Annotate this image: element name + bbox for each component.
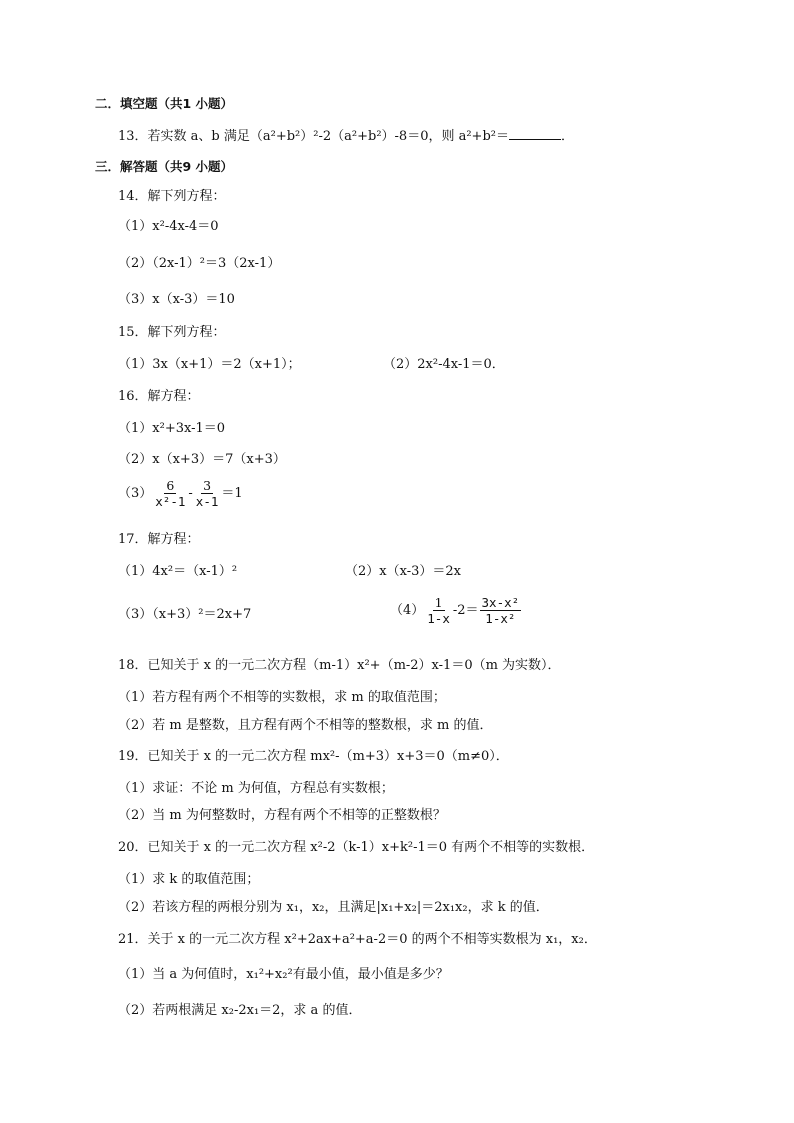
- question-14-stem: 14．解下列方程：: [118, 189, 226, 204]
- fraction-denominator: 1-x: [427, 611, 450, 626]
- question-15-stem: 15．解下列方程：: [118, 325, 226, 340]
- question-13-text: 13．若实数 a、b 满足（a²+b²）²-2（a²+b²）-8＝0，则 a²+b²＝: [118, 129, 509, 144]
- question-17-part-4-label: （4）: [390, 603, 425, 618]
- question-13-end: ．: [560, 129, 574, 144]
- question-14-part-1: （1）x²-4x-4＝0: [118, 219, 219, 234]
- question-19-part-2: （2）当 m 为何整数时，方程有两个不相等的正整数根？: [118, 808, 446, 823]
- question-15-part-1: （1）3x（x+1）＝2（x+1）；: [118, 357, 301, 372]
- question-18-stem: 18．已知关于 x 的一元二次方程（m-1）x²+（m-2）x-1＝0（m 为实数）．: [118, 658, 561, 673]
- answer-blank[interactable]: [509, 127, 561, 140]
- question-16-part-2: （2）x（x+3）＝7（x+3）: [118, 452, 286, 467]
- fraction-1-over-1-x: [425, 595, 452, 626]
- section-3-heading: 三．解答题（共9 小题）: [95, 159, 234, 174]
- question-19-part-1: （1）求证：不论 m 为何值，方程总有实数根；: [118, 781, 394, 796]
- question-14-part-2: （2）（2x-1）²＝3（2x-1）: [118, 256, 281, 271]
- question-14-part-3: （3）x（x-3）＝10: [118, 292, 235, 307]
- question-16-part-1: （1）x²+3x-1＝0: [118, 421, 226, 436]
- equation-middle: -2＝: [452, 603, 479, 618]
- question-20-stem: 20．已知关于 x 的一元二次方程 x²-2（k-1）x+k²-1＝0 有两个不相等的实数根．: [118, 840, 595, 855]
- question-21-part-2: （2）若两根满足 x₂-2x₁＝2，求 a 的值．: [118, 1003, 362, 1018]
- fraction-denominator: x²-1: [155, 494, 186, 509]
- fraction-denominator: 1-x²: [485, 611, 516, 626]
- fraction-numerator: 6: [166, 478, 175, 493]
- question-16-part-3: [118, 478, 243, 509]
- question-18-part-1: （1）若方程有两个不相等的实数根，求 m 的取值范围；: [118, 690, 446, 705]
- section-2-heading: 二．填空题（共1 小题）: [95, 96, 234, 111]
- fraction-numerator: 1: [434, 595, 443, 610]
- minus-sign: -: [188, 486, 193, 501]
- question-20-part-1: （1）求 k 的取值范围；: [118, 872, 260, 887]
- question-18-part-2: （2）若 m 是整数，且方程有两个不相等的整数根，求 m 的值．: [118, 718, 493, 733]
- fraction-numerator: 3x-x²: [481, 595, 520, 610]
- question-16-part-3-label: （3）: [118, 486, 153, 501]
- fraction-denominator: x-1: [195, 494, 219, 509]
- fraction-numerator: 3: [203, 478, 212, 493]
- fraction-3x-x2-over-1-x2: [480, 595, 522, 626]
- question-13: [118, 127, 574, 146]
- question-17-part-3: （3）（x+3）²＝2x+7: [118, 607, 252, 622]
- question-16-stem: 16．解方程：: [118, 389, 200, 404]
- fraction-3-over-x-1: [194, 478, 221, 509]
- question-17-part-4: [390, 595, 522, 626]
- question-19-stem: 19．已知关于 x 的一元二次方程 mx²-（m+3）x+3＝0（m≠0）．: [118, 749, 509, 764]
- question-21-stem: 21．关于 x 的一元二次方程 x²+2ax+a²+a-2＝0 的两个不相等实数根为 x₁，x₂．: [118, 932, 597, 947]
- fraction-6-over-x2-1: [153, 478, 187, 509]
- equation-rhs: ＝1: [221, 486, 243, 501]
- question-17-part-1: （1）4x²＝（x-1）²: [118, 564, 238, 579]
- question-17-stem: 17．解方程：: [118, 532, 200, 547]
- question-15-part-2: （2）2x²-4x-1＝0．: [383, 357, 505, 372]
- question-17-part-2: （2）x（x-3）＝2x: [345, 564, 461, 579]
- question-21-part-1: （1）当 a 为何值时，x₁²+x₂²有最小值，最小值是多少？: [118, 967, 449, 982]
- question-20-part-2: （2）若该方程的两根分别为 x₁，x₂，且满足|x₁+x₂|＝2x₁x₂，求 k 的值．: [118, 900, 549, 915]
